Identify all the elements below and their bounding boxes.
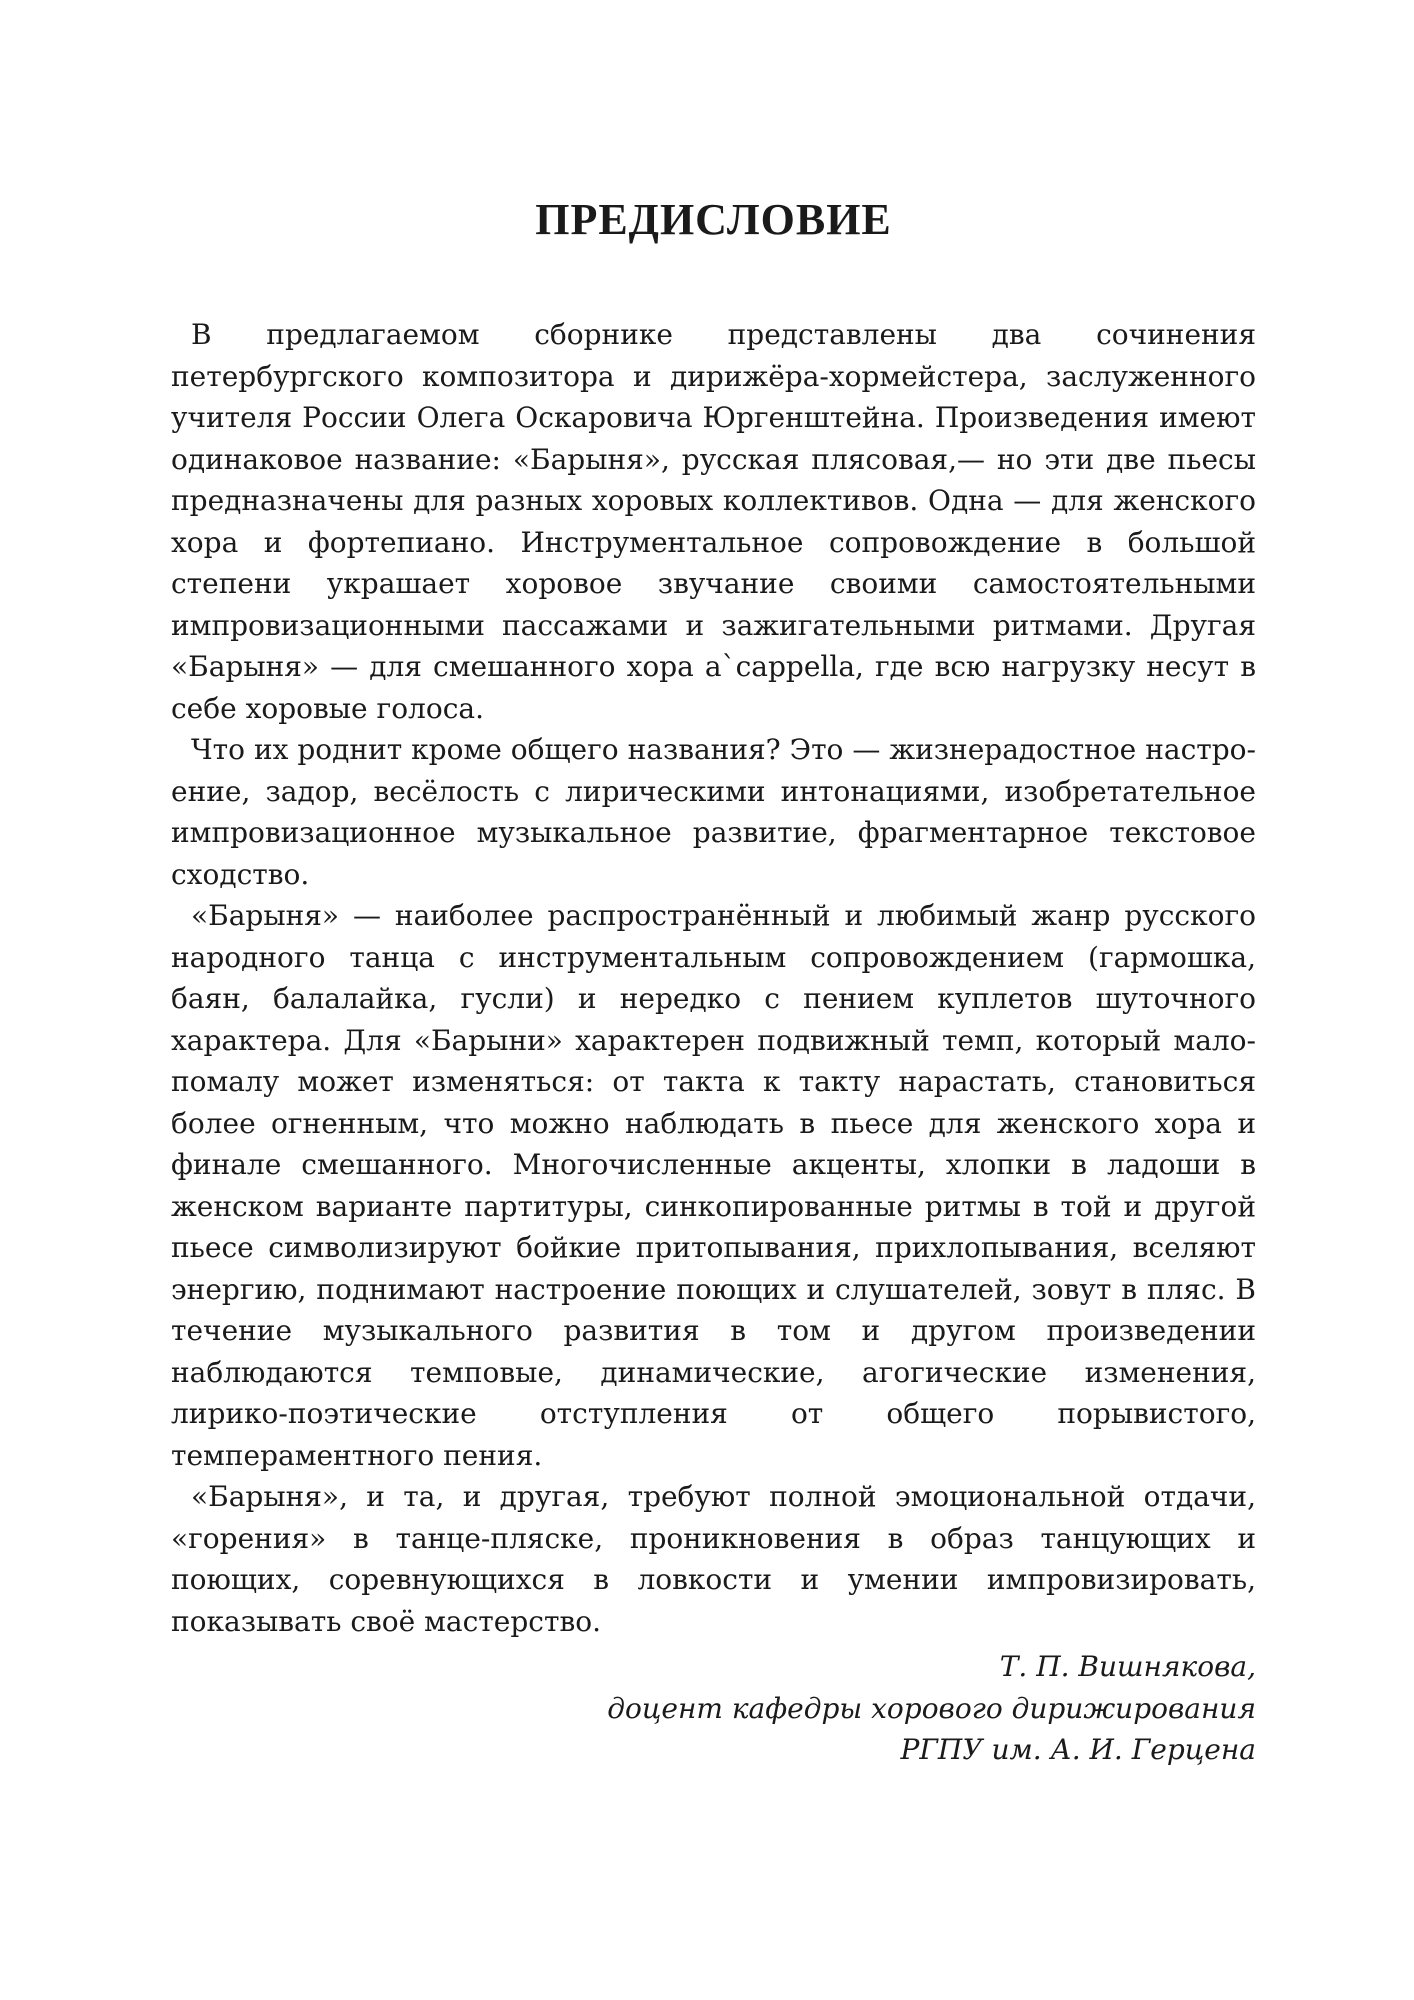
paragraph-4: «Барыня», и та, и другая, требуют полной эмоциональной отдачи, «горения» в танце-пляске, проникновения в образ танцующих и поющих, соревнующихся в ловкости и умении импровизировать, показывать своё мастерство. bbox=[171, 1480, 1256, 1638]
document-page bbox=[171, 0, 1256, 1771]
author-institution: РГПУ им. А. И. Герцена bbox=[900, 1733, 1256, 1766]
page-title: ПРЕДИСЛОВИЕ bbox=[535, 195, 892, 244]
author-signature bbox=[171, 1646, 1256, 1771]
author-position: доцент кафедры хорового дирижирования bbox=[607, 1691, 1256, 1725]
paragraph-2: Что их роднит кроме общего названия? Это — жизнерадостное настроение, задор, весёлость с лирическими интонациями, изобретательное импровизационное музыкальное развитие, фрагментарное текстовое сходство. bbox=[171, 733, 1256, 891]
preface-body bbox=[171, 314, 1256, 1642]
paragraph-1: В предлагаемом сборнике представлены два сочинения петербургского композитора и дирижёра-хормейстера, заслуженного учителя России Олега Оскаровича Юргенштейна. Произведения имеют одинаковое название: «Барыня», русская плясовая,— но эти две пьесы предназначены для разных хоровых коллективов. Одна — для женского хора и фортепиано. Инструментальное сопровождение в большой степени украшает хоровое звучание своими самостоятельными импровизационными пассажами и зажигательными ритмами. Другая «Барыня» — для смешанного хора a`cappella, где всю нагрузку несут в себе хоровые голоса. bbox=[171, 318, 1256, 725]
author-name: Т. П. Вишнякова, bbox=[999, 1650, 1256, 1683]
paragraph-3: «Барыня» — наиболее распространённый и любимый жанр русского народного танца с инструментальным сопровождением (гармошка, баян, балалайка, гусли) и нередко с пением куплетов шуточного характера. Для «Барыни» характерен подвижный темп, который мало-помалу может изменяться: от такта к такту нарастать, становиться более огненным, что можно наблюдать в пьесе для женского хора и финале смешанного. Многочисленные акценты, хлопки в ладоши в женском варианте партитуры, синкопированные ритмы в той и другой пьесе символизируют бойкие притопывания, прихлопывания, вселяют энергию, поднимают настроение поющих и слушателей, зовут в пляс. В течение музыкального развития в том и другом произведении наблюдаются темповые, динамические, агогические изменения, лирико-поэтические отступления от общего порывистого, темпераментного пения. bbox=[171, 899, 1256, 1472]
